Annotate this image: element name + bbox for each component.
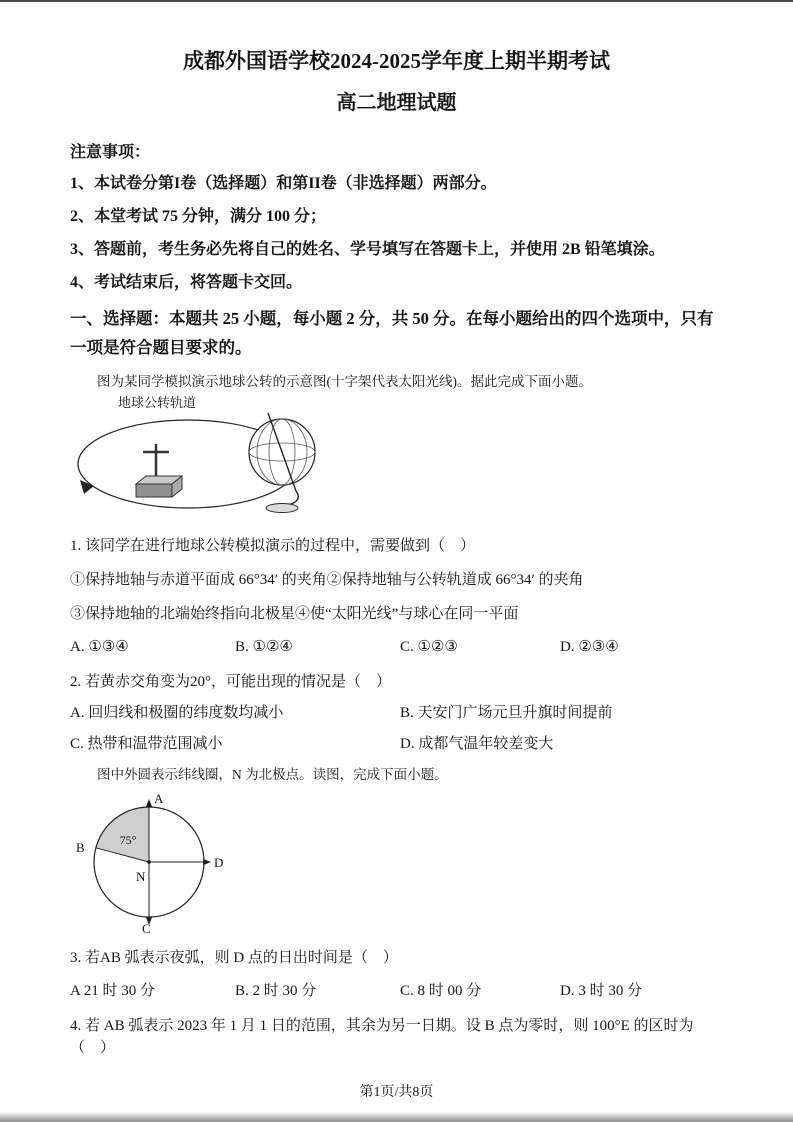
question-2-options-row-2 bbox=[70, 733, 723, 755]
section-heading: 一、选择题：本题共 25 小题，每小题 2 分，共 50 分。在每小题给出的四个选项中，只有一项是符合题目要求的。 bbox=[70, 309, 714, 357]
scan-edge-bottom bbox=[0, 1112, 793, 1122]
label-a: A bbox=[154, 791, 164, 806]
option-1d: D. ②③④ bbox=[560, 639, 619, 655]
orbit-label: 地球公转轨道 bbox=[118, 395, 197, 410]
question-2-options-row-1 bbox=[70, 702, 723, 724]
arrow-up-icon bbox=[146, 799, 152, 807]
earth-orbit-svg bbox=[70, 394, 340, 522]
option-3d: D. 3 时 30 分 bbox=[560, 983, 643, 999]
exam-title: 成都外国语学校2024-2025学年度上期半期考试 bbox=[183, 49, 610, 73]
option-3b: B. 2 时 30 分 bbox=[235, 983, 317, 999]
sunlight-cross-cart bbox=[136, 444, 182, 497]
notice-heading: 注意事项： bbox=[70, 144, 151, 161]
earth-orbit-diagram bbox=[70, 394, 723, 522]
question-1-statements-b: ③保持地轴的北端始终指向北极星④使“太阳光线”与球心在同一平面 bbox=[70, 606, 519, 622]
notice-item-2: 2、本堂考试 75 分钟，满分 100 分； bbox=[70, 208, 327, 225]
north-pole-dot bbox=[147, 860, 151, 864]
latitude-circle-svg bbox=[64, 789, 229, 934]
option-2a: A. 回归线和极圈的纬度数均减小 bbox=[70, 705, 284, 721]
label-d: D bbox=[214, 855, 224, 870]
label-n: N bbox=[136, 869, 146, 884]
question-2-stem: 2. 若黄赤交角变为20°，可能出现的情况是（ ） bbox=[70, 674, 392, 690]
option-1a: A. ①③④ bbox=[70, 639, 129, 655]
label-angle-75: 75° bbox=[119, 833, 137, 847]
question-3-options bbox=[70, 980, 723, 1002]
page-number: 第1页/共8页 bbox=[359, 1085, 434, 1100]
option-2b: B. 天安门广场元旦升旗时间提前 bbox=[400, 705, 613, 721]
passage-1: 图为某同学模拟演示地球公转的示意图(十字架代表太阳光线)。据此完成下面小题。 bbox=[97, 374, 592, 389]
question-1-options bbox=[70, 636, 723, 658]
label-c: C bbox=[142, 921, 151, 934]
label-b: B bbox=[76, 840, 85, 855]
option-1c: C. ①②③ bbox=[400, 639, 458, 655]
option-1b: B. ①②④ bbox=[235, 639, 293, 655]
question-1-statements-a: ①保持地轴与赤道平面成 66°34′ 的夹角②保持地轴与公转轨道成 66°34′ 的夹角 bbox=[70, 572, 584, 588]
notice-item-1: 1、本试卷分第I卷（选择题）和第II卷（非选择题）两部分。 bbox=[70, 175, 497, 192]
question-4-stem: 4. 若 AB 弧表示 2023 年 1 月 1 日的范围，其余为另一日期。设 B 点为零时，则 100°E 的区时为（ ） bbox=[70, 1018, 694, 1056]
exam-subtitle: 高二地理试题 bbox=[336, 92, 457, 114]
option-3c: C. 8 时 00 分 bbox=[400, 983, 482, 999]
option-2d: D. 成都气温年较差变大 bbox=[400, 736, 554, 752]
question-1-stem: 1. 该同学在进行地球公转模拟演示的过程中，需要做到（ ） bbox=[70, 538, 476, 554]
notice-item-3: 3、答题前，考生务必先将自己的姓名、学号填写在答题卡上，并使用 2B 铅笔填涂。 bbox=[70, 241, 665, 258]
option-2c: C. 热带和温带范围减小 bbox=[70, 736, 223, 752]
latitude-circle-diagram bbox=[64, 789, 723, 934]
notice-item-4: 4、考试结束后，将答题卡交回。 bbox=[70, 274, 303, 291]
option-3a: A 21 时 30 分 bbox=[70, 983, 156, 999]
scan-edge-top bbox=[0, 0, 793, 2]
passage-2: 图中外圆表示纬线圈，N 为北极点。读图，完成下面小题。 bbox=[97, 767, 448, 782]
arrow-right-icon bbox=[203, 859, 211, 865]
question-3-stem: 3. 若AB 弧表示夜弧，则 D 点的日出时间是（ ） bbox=[70, 950, 398, 966]
